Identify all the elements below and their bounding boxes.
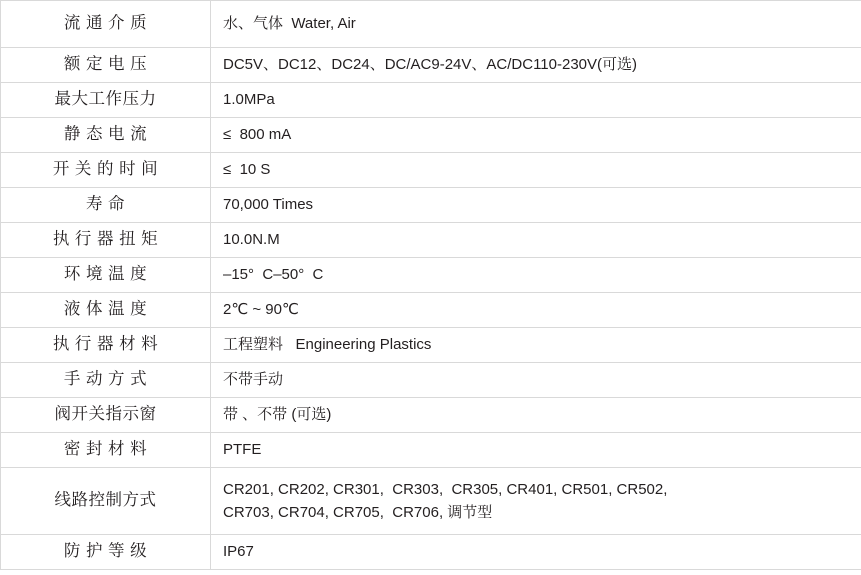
spec-value bbox=[211, 48, 861, 83]
spec-label: 执 行 器 扭 矩 bbox=[1, 223, 211, 258]
spec-label: 额 定 电 压 bbox=[1, 48, 211, 83]
spec-value-line: 工程塑料 Engineering Plastics bbox=[223, 336, 432, 354]
spec-value bbox=[211, 328, 861, 363]
spec-label: 线路控制方式 bbox=[1, 468, 211, 535]
spec-label: 环 境 温 度 bbox=[1, 258, 211, 293]
spec-value bbox=[211, 433, 861, 468]
spec-value bbox=[211, 468, 861, 535]
spec-label: 最大工作压力 bbox=[1, 83, 211, 118]
spec-value-line: 不带手动 bbox=[223, 371, 284, 389]
spec-table-body bbox=[1, 1, 861, 570]
table-row bbox=[1, 83, 861, 118]
spec-value-line: ≤ 10 S bbox=[223, 161, 271, 179]
spec-value bbox=[211, 398, 861, 433]
spec-label: 执 行 器 材 料 bbox=[1, 328, 211, 363]
spec-value bbox=[211, 83, 861, 118]
spec-value-line: 水、气体 Water, Air bbox=[223, 15, 356, 33]
spec-value bbox=[211, 535, 861, 570]
table-row bbox=[1, 188, 861, 223]
spec-label: 阀开关指示窗 bbox=[1, 398, 211, 433]
spec-label: 密 封 材 料 bbox=[1, 433, 211, 468]
table-row bbox=[1, 535, 861, 570]
spec-value-line: CR703, CR704, CR705, CR706, 调节型 bbox=[223, 504, 493, 521]
spec-label: 手 动 方 式 bbox=[1, 363, 211, 398]
spec-label: 液 体 温 度 bbox=[1, 293, 211, 328]
spec-value-line: 2℃ ~ 90℃ bbox=[223, 301, 299, 319]
table-row bbox=[1, 293, 861, 328]
spec-value-line: IP67 bbox=[223, 543, 254, 561]
table-row bbox=[1, 223, 861, 258]
spec-value-line: DC5V、DC12、DC24、DC/AC9-24V、AC/DC110-230V(可选) bbox=[223, 56, 638, 74]
table-row bbox=[1, 398, 861, 433]
spec-value bbox=[211, 293, 861, 328]
table-row bbox=[1, 153, 861, 188]
spec-value-line: CR201, CR202, CR301, CR303, CR305, CR401, CR501, CR502, bbox=[223, 480, 668, 498]
spec-value-line: –15° C–50° C bbox=[223, 266, 324, 284]
table-row bbox=[1, 258, 861, 293]
table-row bbox=[1, 328, 861, 363]
table-row bbox=[1, 468, 861, 535]
table-row bbox=[1, 118, 861, 153]
spec-label: 静 态 电 流 bbox=[1, 118, 211, 153]
table-row bbox=[1, 433, 861, 468]
spec-value bbox=[211, 363, 861, 398]
spec-label: 流 通 介 质 bbox=[1, 1, 211, 48]
spec-value-line: 1.0MPa bbox=[223, 91, 275, 109]
spec-value bbox=[211, 258, 861, 293]
spec-value-line: 70,000 Times bbox=[223, 196, 314, 214]
spec-value-line: 带 、不带 (可选) bbox=[223, 406, 332, 424]
spec-value bbox=[211, 1, 861, 48]
spec-value-line: 10.0N.M bbox=[223, 231, 280, 249]
spec-value-line: PTFE bbox=[223, 441, 262, 459]
spec-value-line: ≤ 800 mA bbox=[223, 126, 292, 144]
table-row bbox=[1, 48, 861, 83]
table-row bbox=[1, 363, 861, 398]
spec-label: 防 护 等 级 bbox=[1, 535, 211, 570]
spec-value bbox=[211, 153, 861, 188]
spec-label: 开 关 的 时 间 bbox=[1, 153, 211, 188]
table-row bbox=[1, 1, 861, 48]
spec-value bbox=[211, 188, 861, 223]
spec-label: 寿 命 bbox=[1, 188, 211, 223]
spec-value bbox=[211, 118, 861, 153]
spec-value bbox=[211, 223, 861, 258]
